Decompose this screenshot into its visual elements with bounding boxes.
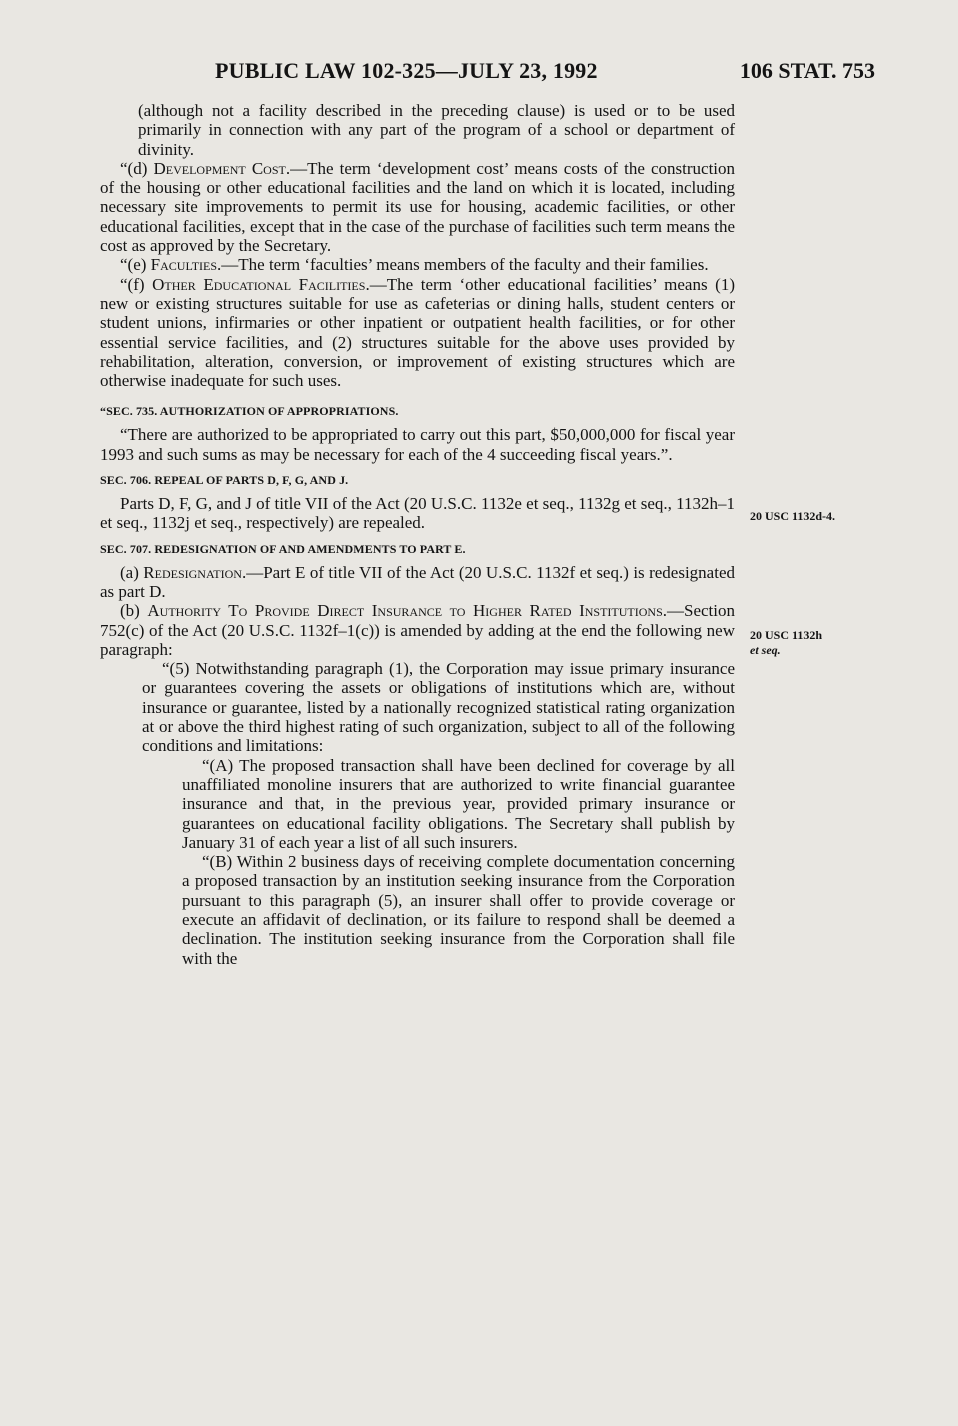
term-heading: Development Cost — [153, 158, 286, 178]
margin-note-citation: 20 USC 1132h — [750, 628, 823, 642]
paragraph-d: “(d) Development Cost.—The term ‘development cost’ means costs of the construction of the housing or other educational facilities and the land on which it is located, including necessary site improvements to permit its use for housing, academic facilities, or other educational facilities, except that in the case of the purchase of facilities such term means the cost as approved by the Secretary. — [100, 158, 736, 256]
page-header — [215, 58, 875, 86]
term-heading: Authority To Provide Direct Insurance to Higher Rated Institutions — [147, 601, 663, 621]
header-stat-page: 106 STAT. 753 — [739, 58, 875, 83]
paragraph-735: “There are authorized to be appropriated to carry out this part, $50,000,000 for fiscal year 1993 and such sums as may be necessary for each of the 4 succeeding fiscal years.”. — [100, 425, 735, 464]
margin-note-1132h — [750, 628, 900, 658]
paragraph-707-b: (b) Authority To Provide Direct Insurance to Higher Rated Institutions.—Section 752(c) of the Act (20 U.S.C. 1132f–1(c)) is amended by adding at the end the following new paragraph: — [100, 601, 736, 659]
margin-note-1132d-4: 20 USC 1132d-4. — [750, 509, 836, 523]
paragraph-continuation: (although not a facility described in the preceding clause) is used or to be used primarily in connection with any part of the program of a school or department of divinity. — [138, 101, 735, 159]
paragraph-706: Parts D, F, G, and J of title VII of the Act (20 U.S.C. 1132e et seq., 1132g et seq., 1132h–1 et seq., 1132j et seq., respectively) are repealed. — [100, 494, 735, 533]
section-706-heading: SEC. 706. REPEAL OF PARTS D, F, G, AND J. — [100, 473, 349, 488]
paragraph-5: “(5) Notwithstanding paragraph (1), the Corporation may issue primary insurance or guarantees covering the assets or obligations of institutions which are, without insurance or guarantee, listed by a nationally recognized statistical rating organization at or above the third highest rating of such organization, subject to all of the following conditions and limitations: — [142, 659, 735, 756]
paragraph-e: “(e) Faculties.—The term ‘faculties’ means members of the faculty and their families. — [120, 255, 709, 275]
subparagraph-A: “(A) The proposed transaction shall have been declined for coverage by all unaffiliated monoline insurers that are authorized to write financial guarantee insurance and that, in the previous year, provided primary insurance or guarantees on educational facility obligations. The Secretary shall publish by January 31 of each year a list of all such insurers. — [182, 755, 735, 852]
paragraph-f: “(f) Other Educational Facilities.—The term ‘other educational facilities’ means (1) new or existing structures suitable for use as cafeterias or dining halls, student centers or student unions, infirmaries or other inpatient or outpatient health facilities, or for other essential service facilities, and (2) structures suitable for the above uses provided by rehabilitation, alteration, conversion, or improvement of existing structures which are otherwise inadequate for such uses. — [100, 274, 735, 391]
paragraph-707-a: (a) Redesignation.—Part E of title VII of the Act (20 U.S.C. 1132f et seq.) is redesignated as part D. — [100, 562, 735, 601]
header-title: PUBLIC LAW 102-325—JULY 23, 1992 — [215, 58, 598, 83]
margin-note-et-seq: et seq. — [750, 643, 781, 657]
term-heading: Other Educational Facilities — [152, 274, 366, 294]
term-heading: Redesignation — [143, 562, 242, 582]
term-heading: Faculties — [150, 255, 218, 275]
subparagraph-B: “(B) Within 2 business days of receiving complete documentation concerning a proposed transaction by an institution seeking insurance from the Corporation pursuant to this paragraph (5), an insurer shall offer to provide coverage or execute an affidavit of declination, or its failure to respond shall be deemed a declination. The institution seeking insurance from the Corporation shall file with the — [182, 852, 735, 968]
body-text — [100, 101, 735, 968]
section-735-heading: “SEC. 735. AUTHORIZATION OF APPROPRIATIONS. — [100, 404, 399, 419]
section-707-heading: SEC. 707. REDESIGNATION OF AND AMENDMENTS TO PART E. — [100, 541, 466, 556]
